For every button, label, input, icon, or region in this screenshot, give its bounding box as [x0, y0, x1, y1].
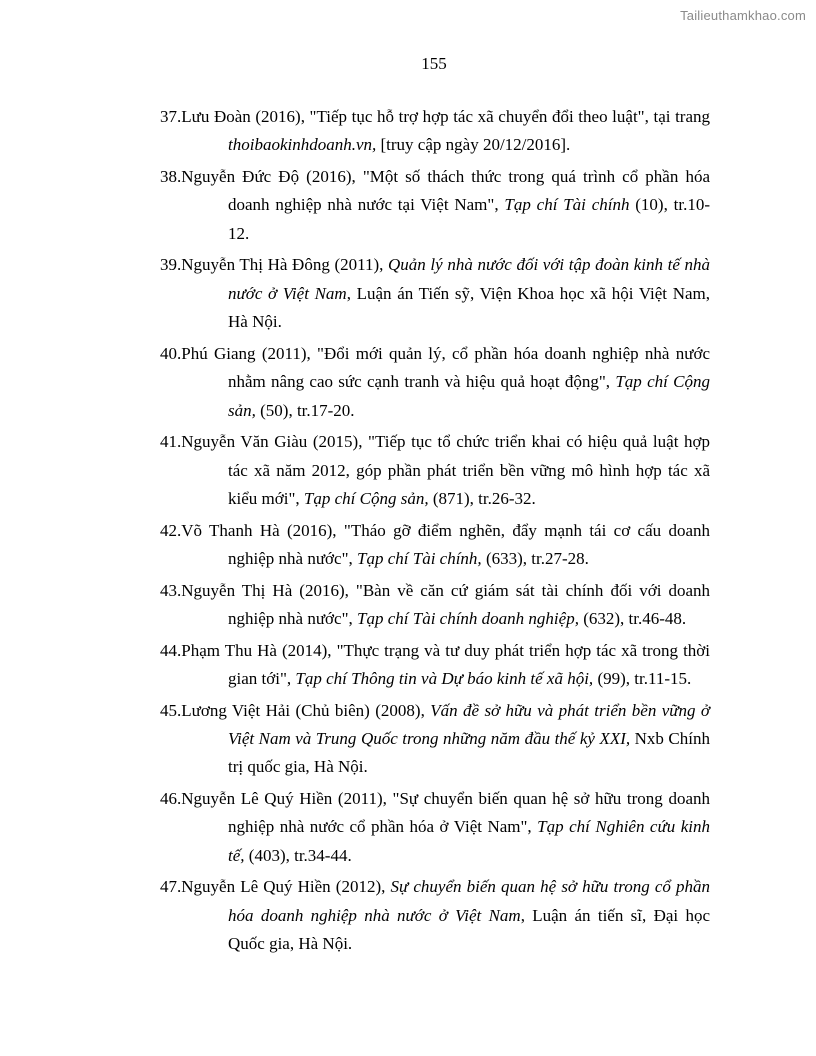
reference-source-title: Tạp chí Nghiên cứu kinh tế,: [228, 817, 710, 865]
reference-text: (99), tr.11-15.: [593, 669, 692, 689]
reference-number: 41: [160, 432, 177, 452]
watermark-text: Tailieuthamkhao.com: [680, 8, 806, 23]
reference-source-title: Sự chuyển biến quan hệ sở hữu trong cổ phần hóa doanh nghiệp nhà nước ở Việt Nam: [228, 877, 711, 925]
reference-number: 44: [160, 640, 177, 660]
reference-text: Nguyễn Văn Giàu (2015), "Tiếp tục tổ chức triển khai có hiệu quả luật hợp tác xã năm 2012, góp phần phát triển bền vững mô hình hợp tác xã kiểu mới",: [181, 432, 710, 509]
reference-item: 41.Nguyễn Văn Giàu (2015), "Tiếp tục tổ chức triển khai có hiệu quả luật hợp tác xã năm 2012, góp phần phát triển bền vững mô hình hợp tác xã kiểu mới", Tạp chí Cộng sản, (871), tr.26-32.: [160, 432, 710, 509]
reference-number: 46: [160, 789, 177, 809]
reference-number: 40: [160, 343, 177, 363]
reference-text: , Luận án Tiến sỹ, Viện Khoa học xã hội Việt Nam, Hà Nội.: [228, 283, 710, 332]
reference-text: Nguyễn Lê Quý Hiền (2011), "Sự chuyển biến quan hệ sở hữu trong doanh nghiệp nhà nước cổ phần hóa ở Việt Nam",: [181, 789, 710, 837]
reference-item: 38.Nguyễn Đức Độ (2016), "Một số thách thức trong quá trình cổ phần hóa doanh nghiệp nhà nước tại Việt Nam", Tạp chí Tài chính (10), tr.10-12.: [160, 167, 710, 243]
page-number: 155: [421, 54, 447, 73]
reference-number: 45: [160, 700, 177, 720]
reference-source-title: Quản lý nhà nước đối với tập đoàn kinh tế nhà nước ở Việt Nam: [228, 255, 710, 303]
reference-text: (633), tr.27-28.: [481, 549, 589, 569]
reference-item: 47.Nguyễn Lê Quý Hiền (2012), Sự chuyển biến quan hệ sở hữu trong cổ phần hóa doanh nghiệp nhà nước ở Việt Nam, Luận án tiến sĩ, Đại học Quốc gia, Hà Nội.: [160, 877, 711, 954]
reference-source-title: Tạp chí Tài chính,: [357, 549, 482, 569]
reference-text: Nxb Chính trị quốc gia, Hà Nội.: [228, 729, 710, 777]
reference-text: Nguyễn Thị Hà (2016), "Bàn về căn cứ giám sát tài chính đối với doanh nghiệp nhà nước",: [181, 580, 710, 629]
reference-source-title: Tạp chí Tài chính doanh nghiệp,: [357, 609, 579, 629]
reference-number: 43: [160, 580, 177, 600]
reference-text: Nguyễn Lê Quý Hiền (2012),: [181, 877, 391, 897]
reference-text: Lưu Đoàn (2016), "Tiếp tục hỗ trợ hợp tác xã chuyển đổi theo luật", tại trang: [181, 107, 710, 126]
reference-text: Nguyễn Đức Độ (2016), "Một số thách thức trong quá trình cổ phần hóa doanh nghiệp nhà nước tại Việt Nam",: [181, 167, 710, 215]
reference-item: 44.Phạm Thu Hà (2014), "Thực trạng và tư duy phát triển hợp tác xã trong thời gian tới", Tạp chí Thông tin và Dự báo kinh tế xã hội, (99), tr.11-15.: [160, 640, 710, 689]
reference-text: , Luận án tiến sĩ, Đại học Quốc gia, Hà Nội.: [228, 905, 710, 954]
reference-item: 43.Nguyễn Thị Hà (2016), "Bàn về căn cứ giám sát tài chính đối với doanh nghiệp nhà nước", Tạp chí Tài chính doanh nghiệp, (632), tr.46-48.: [160, 580, 710, 629]
reference-number: 47: [160, 877, 177, 897]
reference-source-title: Tạp chí Thông tin và Dự báo kinh tế xã hội,: [295, 669, 594, 689]
reference-item: 42.Võ Thanh Hà (2016), "Tháo gỡ điểm nghẽn, đẩy mạnh tái cơ cấu doanh nghiệp nhà nước", Tạp chí Tài chính, (633), tr.27-28.: [160, 520, 710, 569]
reference-text: Phú Giang (2011), "Đổi mới quản lý, cổ phần hóa doanh nghiệp nhà nước nhằm nâng cao sức cạnh tranh và hiệu quả hoạt động",: [181, 343, 710, 392]
reference-item: 39.Nguyễn Thị Hà Đông (2011), Quản lý nhà nước đối với tập đoàn kinh tế nhà nước ở Việt Nam, Luận án Tiến sỹ, Viện Khoa học xã hội Việt Nam, Hà Nội.: [160, 255, 710, 332]
reference-list: [160, 103, 710, 962]
reference-item: 45.Lương Việt Hải (Chủ biên) (2008), Vấn đề sở hữu và phát triển bền vững ở Việt Nam và Trung Quốc trong những năm đầu thế kỷ XXI, Nxb Chính trị quốc gia, Hà Nội.: [160, 700, 711, 777]
reference-item: 37.Lưu Đoàn (2016), "Tiếp tục hỗ trợ hợp tác xã chuyển đổi theo luật", tại trang thoibaokinhdoanh.vn, [truy cập ngày 20/12/2016].: [160, 107, 710, 155]
reference-source-title: thoibaokinhdoanh.vn,: [228, 135, 377, 155]
reference-text: [truy cập ngày 20/12/2016].: [376, 135, 571, 155]
reference-text: Lương Việt Hải (Chủ biên) (2008),: [181, 700, 431, 720]
reference-text: (871), tr.26-32.: [428, 489, 536, 509]
reference-number: 42: [160, 520, 177, 540]
reference-text: (10), tr.10-12.: [228, 195, 710, 243]
reference-number: 37: [160, 107, 177, 126]
reference-text: Phạm Thu Hà (2014), "Thực trạng và tư duy phát triển hợp tác xã trong thời gian tới",: [181, 640, 710, 689]
reference-number: 38: [160, 167, 177, 186]
reference-source-title: Tạp chí Cộng sản,: [228, 372, 710, 420]
reference-text: (50), tr.17-20.: [255, 400, 355, 420]
reference-source-title: Tạp chí Tài chính: [504, 195, 630, 215]
reference-item: 40.Phú Giang (2011), "Đổi mới quản lý, cổ phần hóa doanh nghiệp nhà nước nhằm nâng cao sức cạnh tranh và hiệu quả hoạt động", Tạp chí Cộng sản, (50), tr.17-20.: [160, 343, 710, 420]
reference-text: (403), tr.34-44.: [244, 845, 352, 865]
reference-number: 39: [160, 255, 177, 275]
reference-source-title: Tạp chí Cộng sản,: [303, 489, 429, 509]
reference-text: (632), tr.46-48.: [578, 609, 687, 629]
reference-text: Nguyễn Thị Hà Đông (2011),: [181, 255, 389, 275]
reference-source-title: Vấn đề sở hữu và phát triển bền vững ở Việt Nam và Trung Quốc trong những năm đầu thế kỷ XXI,: [228, 700, 711, 749]
reference-text: Võ Thanh Hà (2016), "Tháo gỡ điểm nghẽn, đẩy mạnh tái cơ cấu doanh nghiệp nhà nước",: [181, 520, 710, 569]
reference-item: 46.Nguyễn Lê Quý Hiền (2011), "Sự chuyển biến quan hệ sở hữu trong doanh nghiệp nhà nước cổ phần hóa ở Việt Nam", Tạp chí Nghiên cứu kinh tế, (403), tr.34-44.: [160, 789, 710, 865]
